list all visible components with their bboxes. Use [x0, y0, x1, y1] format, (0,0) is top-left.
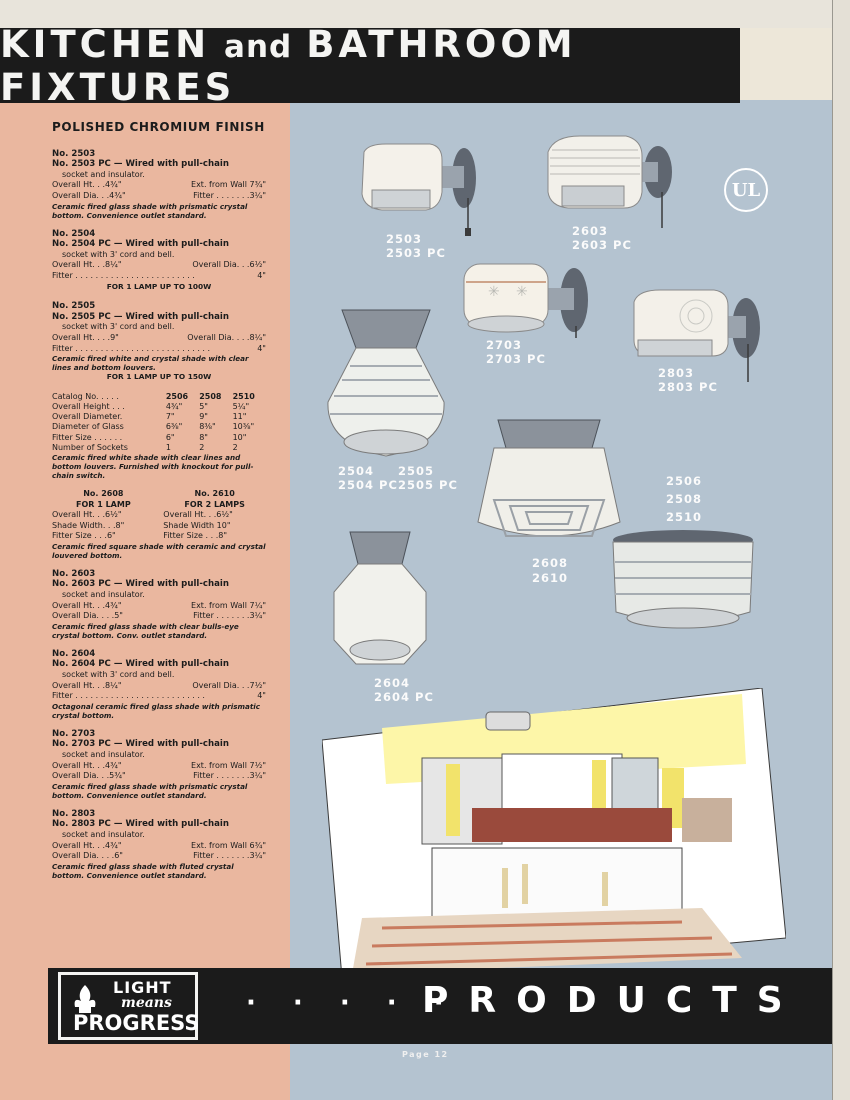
- table-cell: 1: [165, 442, 171, 452]
- spec-row: [52, 691, 266, 702]
- spec-value: Overall Ht. . .4¾": [52, 760, 122, 770]
- spec-value: Shade Width. . .8": [52, 520, 125, 530]
- table-cell: 5¼": [232, 401, 250, 411]
- label-line: 2610: [532, 571, 569, 585]
- fixture-2608-2610-image: [474, 412, 624, 550]
- spec-row: [52, 344, 266, 355]
- spec-note: FOR 1 LAMP UP TO 150W: [106, 372, 212, 382]
- spec-value: Fitter . . . . . . .3¼": [193, 851, 266, 861]
- spec-value: Overall Dia. . .5¾": [52, 771, 126, 781]
- spec-description: Ceramic fired glass shade with clear bulls-eye crystal bottom. Conv. outlet standard.: [52, 621, 239, 640]
- table-cell: 2510: [232, 391, 255, 401]
- fixture-2503-image: [356, 138, 486, 238]
- spec-pc-detail: socket and insulator.: [62, 750, 145, 759]
- spec-value: Ext. from Wall 6¾": [191, 840, 266, 850]
- label-2803: [658, 366, 718, 394]
- label-line: 2604 PC: [374, 690, 434, 704]
- label-line: 2603: [572, 224, 609, 238]
- label-2703: [486, 338, 546, 366]
- spec-row: [52, 271, 266, 282]
- spec-pc-detail: socket with 3' cord and bell.: [62, 249, 175, 259]
- table-cell: 4¾": [165, 401, 183, 411]
- spec-value: Overall Ht. . .8¼": [52, 680, 122, 690]
- spec-note: FOR 1 LAMP UP TO 100W: [106, 281, 212, 291]
- spec-number: No. 2603: [52, 568, 96, 579]
- spec-pc-number: No. 2504 PC — Wired with pull-chain: [52, 239, 229, 250]
- table-cell: Overall Height . . .: [52, 401, 125, 411]
- label-line: 2505: [398, 464, 435, 478]
- table-cell: 2: [232, 442, 238, 452]
- spec-description: Ceramic fired glass shade with fluted crystal bottom. Convenience outlet standard.: [52, 861, 234, 880]
- spec-pc-number: No. 2505 PC — Wired with pull-chain: [52, 311, 229, 322]
- spec-number: No. 2610: [194, 488, 235, 498]
- spec-row: [52, 191, 266, 202]
- label-2504: [338, 464, 398, 492]
- logo-light-text: LIGHT: [113, 978, 172, 997]
- spec-pc-detail: socket with 3' cord and bell.: [62, 670, 175, 680]
- spec-column: [52, 122, 266, 889]
- spec-value: Fitter . . . . . . .3¼": [193, 611, 266, 621]
- spec-value: Fitter . . . . . . . . . . . . . . . . . . . . . . . .: [52, 270, 195, 280]
- label-line: 2608: [532, 556, 569, 570]
- label-line: 2604: [374, 676, 411, 690]
- spec-value: Overall Ht. . .4¾": [52, 600, 122, 610]
- catalog-table-block: [52, 392, 266, 480]
- spec-number: No. 2803: [52, 808, 96, 819]
- label-line: 2703: [486, 338, 523, 352]
- spec-value: Overall Ht. . .6½": [163, 510, 233, 520]
- spec-value: Overall Dia. . .4¾": [52, 190, 126, 200]
- spec-description: Ceramic fired white and crystal shade with clear lines and bottom louvers.: [52, 354, 249, 373]
- table-cell: 9": [199, 412, 208, 422]
- two-column-spec: [52, 489, 266, 542]
- title-part-and: and: [224, 28, 293, 65]
- label-line: 2803: [658, 366, 695, 380]
- spec-value: Overall Ht. . .4¾": [52, 180, 122, 190]
- spec-number: No. 2503: [52, 148, 96, 159]
- label-2503: [386, 232, 446, 260]
- label-line: 2504: [338, 464, 375, 478]
- spec-value: Fitter . . . . . . .3¼": [193, 190, 266, 200]
- table-cell: 7": [165, 412, 175, 422]
- table-cell: 5": [199, 401, 208, 411]
- spec-value: Shade Width 10": [163, 520, 231, 530]
- fixture-2504-2505-image: [320, 306, 452, 462]
- spec-pc-detail: socket and insulator.: [62, 590, 145, 600]
- spec-row: [52, 761, 266, 772]
- spec-row: [52, 601, 266, 612]
- spec-value: Overall Dia. . .6½": [192, 260, 266, 270]
- spec-pc-number: No. 2803 PC — Wired with pull-chain: [52, 819, 229, 830]
- label-line: 2505 PC: [398, 478, 458, 492]
- spec-number: No. 2608: [83, 488, 124, 498]
- spec-description: Ceramic fired glass shade with prismatic crystal bottom. Convenience outlet standard.: [52, 201, 248, 220]
- label-line: 2508: [666, 492, 703, 506]
- spec-value: Overall Dia. . . .8¼": [187, 332, 266, 342]
- fixture-2604-image: [330, 528, 430, 668]
- spec-description: Ceramic fired square shade with ceramic and crystal louvered bottom.: [52, 541, 266, 560]
- table-cell: 6⅜": [165, 422, 183, 432]
- table-cell: 8⅜": [199, 422, 216, 432]
- spec-lamp-note: FOR 1 LAMP: [76, 499, 131, 509]
- table-cell: Catalog No. . . . .: [52, 391, 119, 401]
- label-line: 2503: [386, 232, 423, 246]
- svg-text:✳: ✳: [516, 283, 528, 299]
- spec-value: Overall Ht. . .4¾": [52, 840, 122, 850]
- catalog-header-row: [52, 392, 266, 402]
- table-cell: 2: [199, 442, 205, 452]
- spec-pc-number: No. 2603 PC — Wired with pull-chain: [52, 579, 229, 590]
- page-title: [0, 23, 740, 109]
- spec-pc-detail: socket and insulator.: [62, 829, 145, 839]
- spec-2610-column: [163, 489, 266, 542]
- label-line: 2510: [666, 510, 703, 524]
- table-cell: 10": [232, 432, 247, 442]
- spec-value: Ext. from Wall 7¼": [191, 600, 266, 610]
- spec-number: No. 2604: [52, 648, 96, 659]
- spec-pc-number: No. 2703 PC — Wired with pull-chain: [52, 739, 229, 750]
- spec-row: [52, 333, 266, 344]
- table-cell: Fitter Size . . . . . .: [52, 432, 123, 442]
- spec-value: Fitter Size . . .6": [52, 531, 116, 541]
- spec-row: [52, 180, 266, 191]
- catalog-table: [52, 392, 266, 453]
- spec-2505: [52, 301, 266, 383]
- table-cell: 11": [232, 412, 247, 422]
- label-2506-2508-2510: [666, 472, 702, 526]
- spec-number: No. 2504: [52, 228, 96, 239]
- spec-2608-column: [52, 489, 155, 542]
- table-row: [52, 443, 266, 453]
- spec-value: Fitter Size . . .8": [163, 531, 227, 541]
- spec-description: Ceramic fired white shade with clear lines and bottom louvers. Furnished with knockout for pull-chain switch.: [52, 452, 254, 480]
- spec-description: Octagonal ceramic fired glass shade with prismatic crystal bottom.: [52, 701, 261, 720]
- table-cell: 2508: [199, 391, 222, 401]
- label-line: 2503 PC: [386, 246, 446, 260]
- spec-row: [52, 611, 266, 622]
- kitchen-illustration: [322, 688, 786, 978]
- title-part-bathroom-fixtures: BATHROOM FIXTURES: [0, 22, 577, 109]
- label-line: 2603 PC: [572, 238, 632, 252]
- spec-2503: [52, 149, 266, 220]
- table-cell: 6": [165, 432, 175, 442]
- page-number: Page 12: [402, 1050, 449, 1059]
- spec-value: Fitter . . . . . . . . . . . . . . . . . . . . . . . . . .: [52, 691, 205, 701]
- title-banner: [0, 22, 740, 109]
- table-row: [52, 433, 266, 443]
- spec-value: Overall Dia. . . .5": [52, 611, 123, 621]
- spec-value: Overall Dia. . .7½": [192, 680, 266, 690]
- table-cell: 2506: [165, 391, 189, 401]
- spec-value: Fitter . . . . . . . . . . . . . . . . . . . . . . . . . . .: [52, 343, 211, 353]
- spec-2608-2610: [52, 489, 266, 560]
- fixture-2603-image: [540, 132, 680, 232]
- spec-number: No. 2505: [52, 301, 96, 312]
- spec-value: Overall Ht. . . .9": [52, 332, 119, 342]
- table-cell: 8": [199, 432, 208, 442]
- spec-row: [52, 260, 266, 271]
- label-line: 2803 PC: [658, 380, 718, 394]
- products-heading: PRODUCTS: [422, 980, 803, 1021]
- spec-value: 4": [257, 691, 266, 701]
- table-row: [52, 402, 266, 412]
- spec-row: [52, 681, 266, 692]
- spec-number: No. 2703: [52, 728, 96, 739]
- banner-dots: · · · · ·: [246, 988, 458, 1018]
- finish-heading: POLISHED CHROMIUM FINISH: [52, 120, 265, 134]
- spec-row: [52, 841, 266, 852]
- spec-value: Ext. from Wall 7½": [191, 760, 266, 770]
- spec-2803: [52, 809, 266, 880]
- table-cell: Overall Diameter.: [52, 412, 123, 422]
- label-line: 2703 PC: [486, 352, 546, 366]
- spec-value: Overall Dia. . . .6": [52, 851, 123, 861]
- logo-progress-text: PROGRESS: [73, 1011, 200, 1035]
- label-line: 2504 PC: [338, 478, 398, 492]
- label-2603: [572, 224, 632, 252]
- page-edge: [832, 0, 850, 1100]
- table-row: [52, 422, 266, 432]
- table-cell: Diameter of Glass: [52, 422, 124, 432]
- spec-pc-detail: socket and insulator.: [62, 169, 145, 179]
- fixture-2703-image: [458, 256, 598, 340]
- light-means-progress-logo: [58, 972, 198, 1040]
- spec-value: Fitter . . . . . . .3¼": [193, 771, 266, 781]
- spec-value: Overall Ht. . .8¼": [52, 260, 122, 270]
- spec-value: 4": [257, 343, 266, 353]
- spec-value: 4": [257, 270, 266, 280]
- spec-pc-number: No. 2604 PC — Wired with pull-chain: [52, 659, 229, 670]
- spec-row: [52, 851, 266, 862]
- fixture-2506-2508-2510-image: [610, 526, 756, 636]
- spec-2703: [52, 729, 266, 800]
- ul-listed-icon: UL: [724, 168, 768, 212]
- table-cell: 10⅜": [232, 422, 255, 432]
- label-2505: [398, 464, 458, 492]
- title-part-kitchen: KITCHEN: [0, 22, 211, 66]
- spec-pc-number: No. 2503 PC — Wired with pull-chain: [52, 159, 229, 170]
- spec-value: Ext. from Wall 7¾": [191, 180, 266, 190]
- spec-description: Ceramic fired glass shade with prismatic crystal bottom. Convenience outlet standard.: [52, 781, 248, 800]
- table-row: [52, 412, 266, 422]
- spec-pc-detail: socket with 3' cord and bell.: [62, 322, 175, 332]
- spec-2603: [52, 569, 266, 640]
- svg-text:✳: ✳: [488, 283, 500, 299]
- label-2608-2610: [532, 556, 568, 586]
- spec-2504: [52, 229, 266, 293]
- logo-means-text: means: [121, 995, 172, 1011]
- label-line: 2506: [666, 474, 703, 488]
- spec-2604: [52, 649, 266, 720]
- spec-row: [52, 771, 266, 782]
- spec-lamp-note: FOR 2 LAMPS: [184, 499, 245, 509]
- spec-value: Overall Ht. . .6½": [52, 510, 122, 520]
- table-cell: Number of Sockets: [52, 442, 128, 452]
